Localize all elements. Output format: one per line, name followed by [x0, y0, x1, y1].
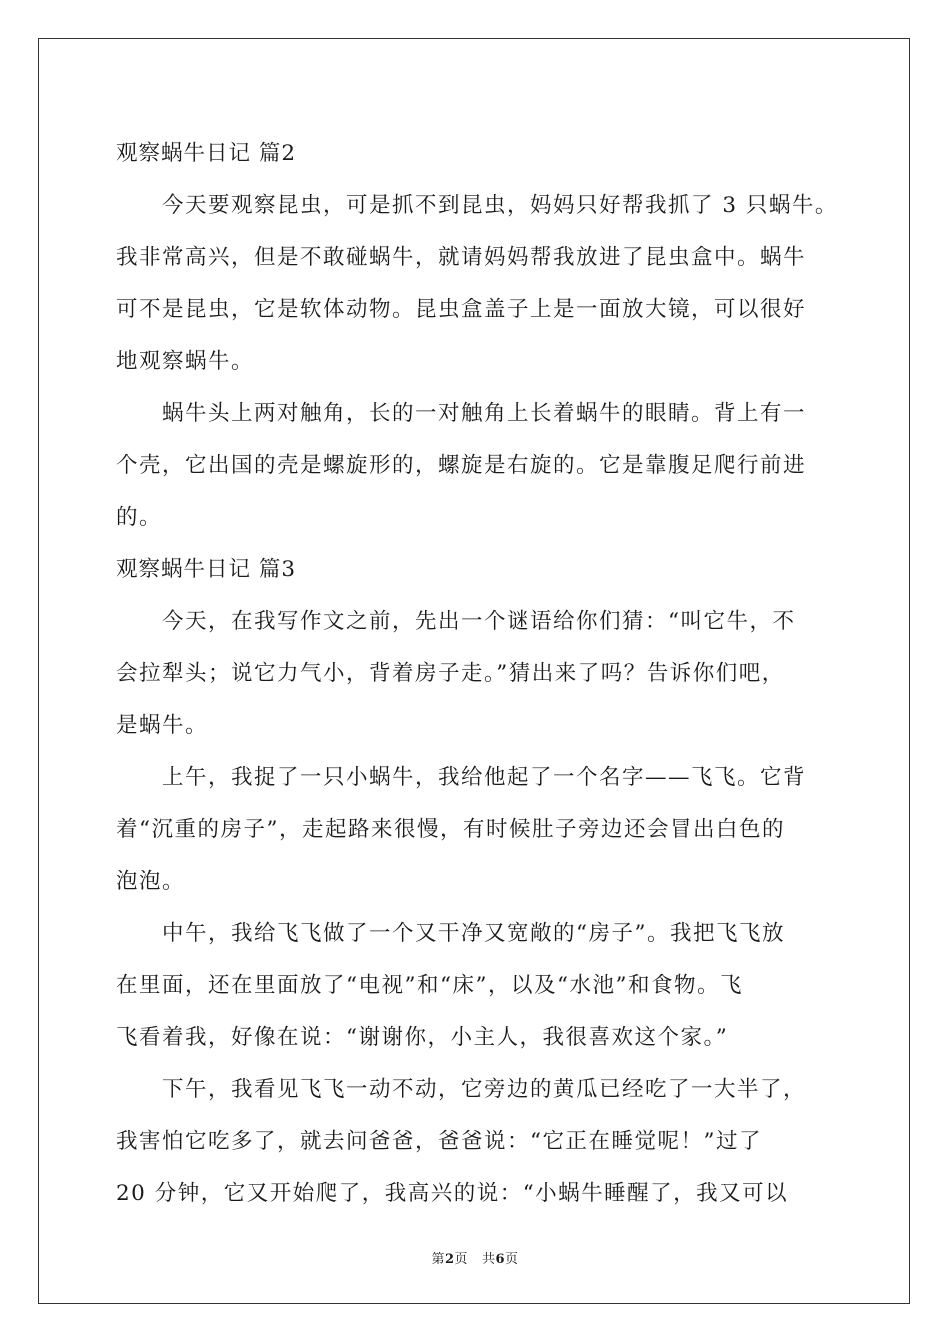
- text-line: 今天要观察昆虫，可是抓不到昆虫，妈妈只好帮我抓了 3 只蜗牛。: [116, 193, 838, 218]
- text-line: 泡泡。: [116, 869, 186, 894]
- section-title: 观察蜗牛日记 篇3: [116, 557, 297, 582]
- text-line: 我害怕它吃多了，就去问爸爸，爸爸说：“它正在睡觉呢！”过了: [116, 1129, 762, 1154]
- text-line: 的。: [116, 505, 163, 530]
- page-footer: [0, 1248, 950, 1267]
- page-unit: 页: [454, 1252, 469, 1267]
- text-line: 我非常高兴，但是不敢碰蜗牛，就请妈妈帮我放进了昆虫盒中。蜗牛: [116, 245, 807, 270]
- text-line: 可不是昆虫，它是软体动物。昆虫盒盖子上是一面放大镜，可以很好: [116, 297, 807, 322]
- page-current: 2: [444, 1252, 455, 1267]
- section-title: 观察蜗牛日记 篇2: [116, 141, 297, 166]
- text-line: 上午，我捉了一只小蜗牛，我给他起了一个名字——飞飞。它背: [116, 765, 807, 790]
- text-line: 中午，我给飞飞做了一个又干净又宽敞的“房子”。我把飞飞放: [116, 921, 785, 946]
- text-line: 下午，我看见飞飞一动不动，它旁边的黄瓜已经吃了一大半了，: [116, 1077, 807, 1102]
- page-prefix: 第: [431, 1252, 445, 1267]
- text-line: 蜗牛头上两对触角，长的一对触角上长着蜗牛的眼睛。背上有一: [116, 401, 807, 426]
- total-prefix: 共: [481, 1252, 496, 1267]
- text-line: 在里面，还在里面放了“电视”和“床”，以及“水池”和食物。飞: [116, 973, 743, 998]
- text-line: 地观察蜗牛。: [116, 349, 255, 374]
- text-line: 今天，在我写作文之前，先出一个谜语给你们猜：“叫它牛，不: [116, 609, 796, 634]
- total-unit: 页: [505, 1252, 519, 1267]
- text-line: 着“沉重的房子”，走起路来很慢，有时候肚子旁边还会冒出白色的: [116, 817, 785, 842]
- document-body: [116, 128, 838, 1220]
- text-line: 个壳，它出国的壳是螺旋形的，螺旋是右旋的。它是靠腹足爬行前进: [116, 453, 807, 478]
- text-line: 飞看着我，好像在说：“谢谢你，小主人，我很喜欢这个家。”: [116, 1025, 729, 1050]
- text-line: 是蜗牛。: [116, 713, 209, 738]
- page-total: 6: [495, 1252, 506, 1267]
- text-line: 会拉犁头；说它力气小，背着房子走。”猜出来了吗？告诉你们吧，: [116, 661, 785, 686]
- text-line: 20 分钟，它又开始爬了，我高兴的说：“小蜗牛睡醒了，我又可以: [116, 1181, 789, 1206]
